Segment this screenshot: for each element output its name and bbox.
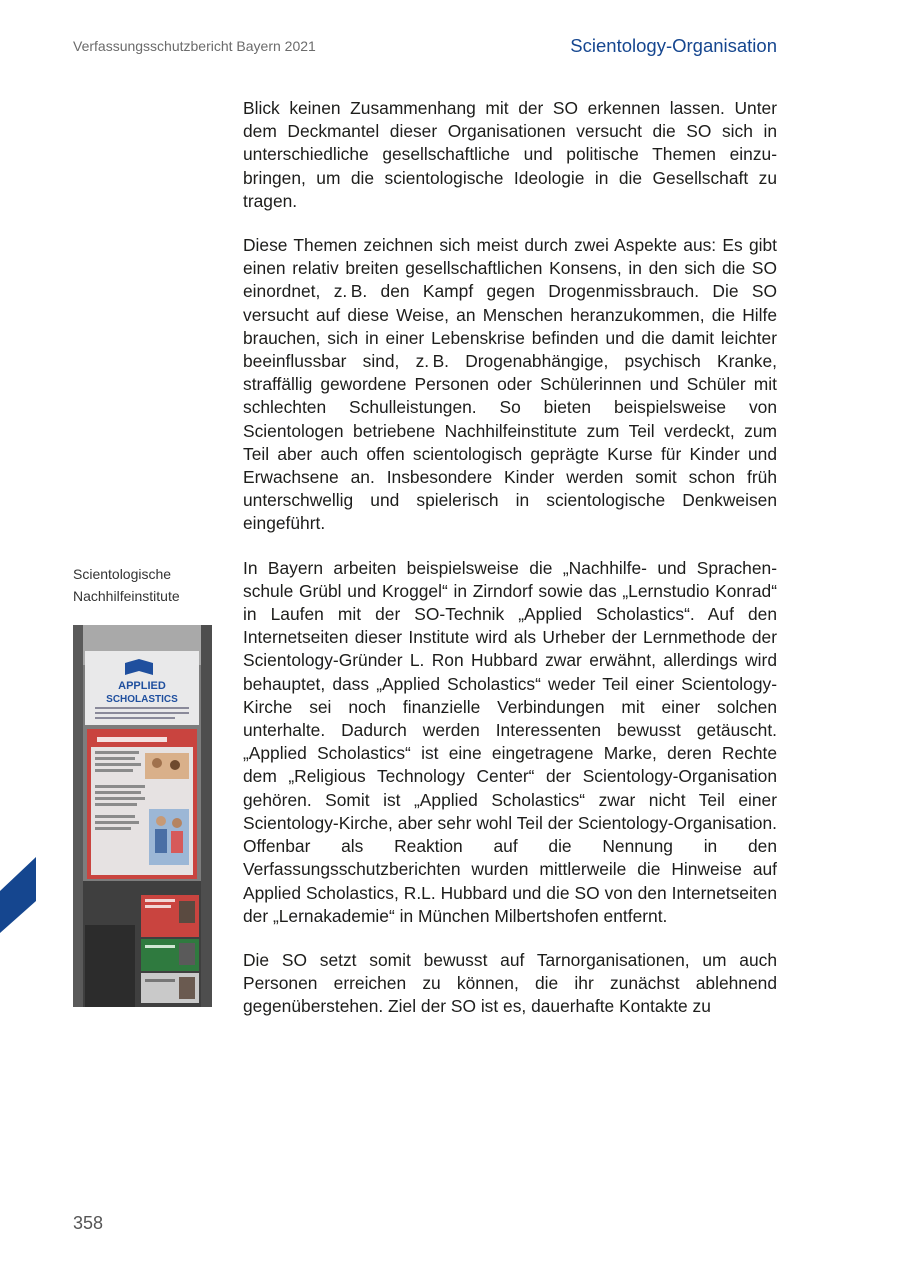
photo-applied-scholastics-shopwindow <box>73 625 212 1007</box>
page-number: 358 <box>73 1213 104 1233</box>
chapter-tab-marker <box>0 857 36 933</box>
paragraph-3: In Bayern arbeiten beispielsweise die „Nachhilfe- und Sprachenschule Grübl und Kroggel“ in Zirndorf sowie das „Lernstudio Konrad“ in Laufen mit der SO-Technik „Applied Scholastics“. Auf den Internetseiten dieser Institute wird als Urheber der Lernmethode der Scientology-Gründer L. Ron Hubbard zwar erwähnt, allerdings wird behauptet, dass „Applied Scholastics“ weder Teil einer Scientology-Kirche sei noch finanzielle Verbindungen mit einer solchen unterhalte. Dadurch werden Interessenten bewusst getäuscht. „Applied Scholastics“ ist eine eingetragene Marke, deren Rechte dem „Religious Technology Center“ der Scientology-Organisation gehören. Somit ist „Applied Scholastics“ zwar nicht Teil einer Scientology-Kirche, aber sehr wohl Teil der Scientology-Organisation. Offenbar als Reaktion auf die Nennung in den Verfassungsschutzberichten wurden mittlerweile die Hinweise auf Applied Scholastics, R.L. Hubbard und die SO von den Internetseiten der „Lernakademie“ in München Milbertshofen entfernt. <box>243 557 777 926</box>
paragraph-1: Blick keinen Zusammenhang mit der SO erkennen lassen. Unter dem Deckmantel dieser Organisationen versucht die SO sich in unterschiedliche gesellschaftliche und politische Themen einzubringen, um die scientologische Ideologie in die Gesellschaft zu tragen. <box>243 98 777 211</box>
paragraph-4: Die SO setzt somit bewusst auf Tarnorganisationen, um auch Personen erreichen zu können, die ihr zunächst ablehnend gegenüberstehen. Ziel der SO ist es, dauerhafte Kontakte zu <box>243 949 777 1017</box>
photo-illustration <box>73 625 212 1007</box>
margin-note-line-1: Scientologische <box>73 566 172 582</box>
main-text-column <box>243 97 777 1040</box>
running-header-left: Verfassungsschutzbericht Bayern 2021 <box>73 38 316 54</box>
margin-note-line-2: Nachhilfeinstitute <box>73 588 180 604</box>
paragraph-2: Diese Themen zeichnen sich meist durch zwei Aspekte aus: Es gibt einen relativ breiten gesellschaftlichen Konsens, in den sich die SO einordnet, z. B. den Kampf gegen Drogenmissbrauch. Die SO versucht auf diese Weise, an Menschen heranzukommen, die Hilfe brauchen, sich in einer Lebenskrise befinden und die damit leichter beeinflussbar sind, z. B. Drogenabhängige, psychisch Kranke, straffällig gewordene Personen oder Schülerinnen und Schüler mit schlechten Schulleistungen. So bieten beispielsweise von Scientologen betriebene Nachhilfeinstitute zum Teil verdeckt, zum Teil aber auch offen scientologisch geprägte Kurse für Kinder und Erwachsene an. Insbesondere Kinder werden somit schon früh unterschwellig und spielerisch in scientologische Denkweisen eingeführt. <box>243 235 777 534</box>
logo-text-applied: APPLIED <box>118 680 166 692</box>
logo-text-scholastics: SCHOLASTICS <box>106 694 178 705</box>
margin-note <box>73 563 223 607</box>
running-header-section-title: Scientology-Organisation <box>570 35 777 56</box>
